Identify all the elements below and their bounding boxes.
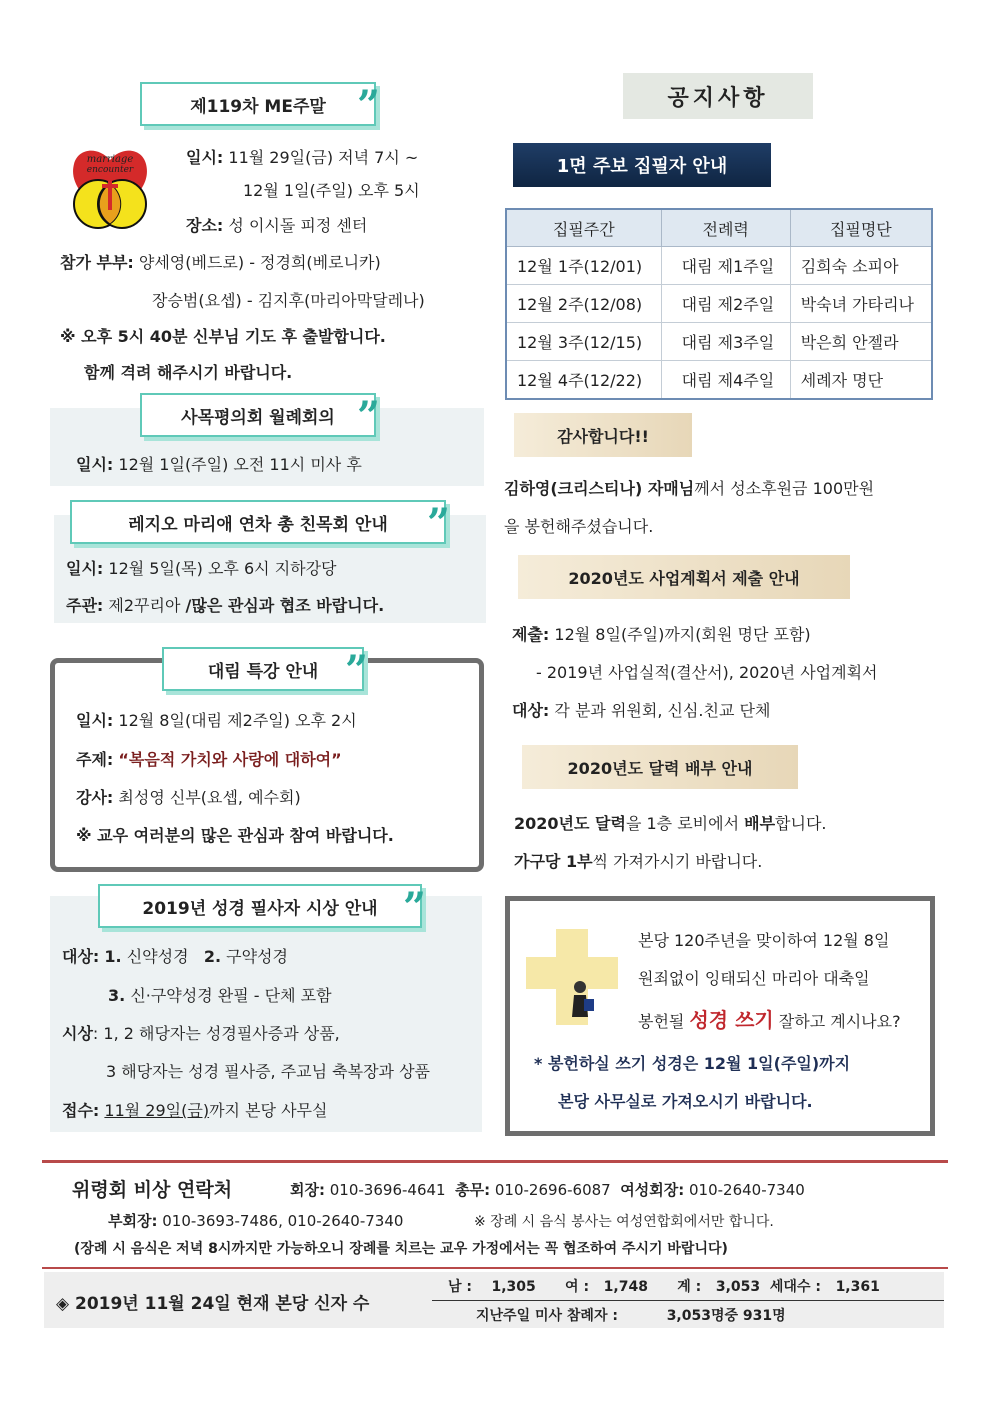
writers-title: 1면 주보 집필자 안내 bbox=[513, 143, 771, 187]
calendar-line-1: 2020년도 달력을 1층 로비에서 배부합니다. bbox=[514, 814, 827, 833]
notice-title: 공지사항 bbox=[623, 73, 813, 119]
stats-counts: 남 : 1,305 여 : 1,748 계 : 3,053 세대수 : 1,361 bbox=[448, 1279, 880, 1295]
legio-date: 일시: 12월 5일(목) 오후 6시 지하강당 bbox=[66, 559, 337, 578]
column-header: 집필주간 bbox=[506, 209, 661, 247]
stats-rule bbox=[42, 1267, 948, 1269]
me-couple-1: 참가 부부: 양세영(베드로) - 정경희(베로니카) bbox=[60, 253, 381, 272]
plan-title: 2020년도 사업계획서 제출 안내 bbox=[518, 555, 850, 599]
table-row: 12월 4주(12/22) 대림 제4주일 세례자 명단 bbox=[506, 361, 932, 400]
svg-text:marriage: marriage bbox=[86, 154, 134, 165]
table-row: 12월 3주(12/15) 대림 제3주일 박은희 안젤라 bbox=[506, 323, 932, 361]
contacts-bottom-note: (장례 시 음식은 저녁 8시까지만 가능하오니 장례를 치르는 교우 가정에서는 꼭 협조하여 주시기 바랍니다) bbox=[74, 1241, 728, 1257]
quote-icon: ” bbox=[356, 393, 380, 440]
bible-panel bbox=[50, 896, 482, 1132]
column-header: 집필명단 bbox=[790, 209, 932, 247]
plan-target: 대상: 각 분과 위원회, 신심.친교 단체 bbox=[512, 701, 771, 720]
stats-title: ◈ 2019년 11월 24일 현재 본당 신자 수 bbox=[56, 1294, 370, 1314]
legio-host: 주관: 제2꾸리아 /많은 관심과 협조 바랍니다. bbox=[66, 596, 385, 615]
table-header-row bbox=[506, 209, 932, 247]
me-note-2: 함께 격려 해주시기 바랍니다. bbox=[84, 363, 293, 382]
advent-date: 일시: 12월 8일(대림 제2주일) 오후 2시 bbox=[76, 711, 357, 730]
bible-target: 대상: 1. 신약성경 2. 구약성경 bbox=[62, 947, 288, 966]
anniv-note-2: 본당 사무실로 가져오시기 바랍니다. bbox=[558, 1092, 813, 1111]
svg-text:encounter: encounter bbox=[86, 165, 134, 175]
me-note-1: ※ 오후 5시 40분 신부님 기도 후 출발합니다. bbox=[60, 327, 386, 346]
bible-target-3: 3. 신·구약성경 완필 - 단체 포함 bbox=[108, 986, 332, 1005]
contacts-food-note: ※ 장례 시 음식 봉사는 여성연합회에서만 합니다. bbox=[474, 1214, 774, 1230]
legio-title: 레지오 마리애 연차 총 친목회 안내 ” bbox=[70, 500, 446, 544]
contacts-title: 위령회 비상 연락처 bbox=[72, 1179, 233, 1201]
stats-mass: 지난주일 미사 참례자 : 3,053명중 931명 bbox=[476, 1308, 786, 1324]
bible-award-2: 3 해당자는 성경 필사증, 주교님 축복장과 상품 bbox=[106, 1062, 430, 1081]
table-row: 12월 2주(12/08) 대림 제2주일 박숙녀 가타리나 bbox=[506, 285, 932, 323]
me-date: 일시: 11월 29일(금) 저녁 7시 ~ bbox=[186, 148, 419, 167]
anniv-line-3: 봉헌될 성경 쓰기 잘하고 계시나요? bbox=[638, 1008, 901, 1032]
plan-submit: 제출: 12월 8일(주일)까지(회원 명단 포함) bbox=[512, 625, 811, 644]
column-header: 전례력 bbox=[661, 209, 790, 247]
footer-rule bbox=[42, 1160, 948, 1163]
council-title: 사목평의회 월례회의 ” bbox=[140, 393, 376, 437]
council-date: 일시: 12월 1일(주일) 오전 11시 미사 후 bbox=[76, 455, 362, 474]
me-place: 장소: 성 이시돌 피정 센터 bbox=[186, 216, 368, 235]
me-date-2: 12월 1일(주일) 오후 5시 bbox=[243, 181, 420, 200]
quote-icon: ” bbox=[402, 884, 426, 931]
thanks-text-2: 을 봉헌해주셨습니다. bbox=[504, 517, 654, 536]
me-couple-2: 장승범(요셉) - 김지후(마리아막달레나) bbox=[152, 291, 425, 310]
contacts-main: 회장: 010-3696-4641 총무: 010-2696-6087 여성회장: 010-2640-7340 bbox=[290, 1181, 805, 1199]
advent-topic: 주제: “복음적 가치와 사랑에 대하여” bbox=[76, 750, 342, 769]
quote-icon: ” bbox=[344, 647, 368, 694]
bible-receipt: 접수: 11월 29일(금)까지 본당 사무실 bbox=[62, 1101, 328, 1120]
thanks-text-1: 김하영(크리스티나) 자매님께서 성소후원금 100만원 bbox=[504, 479, 875, 498]
plan-detail: - 2019년 사업실적(결산서), 2020년 사업계획서 bbox=[536, 663, 878, 682]
advent-title: 대림 특강 안내 ” bbox=[162, 647, 364, 691]
quote-icon: ” bbox=[356, 82, 380, 129]
writers-table bbox=[505, 208, 933, 400]
calendar-line-2: 가구당 1부씩 가져가시기 바랍니다. bbox=[514, 852, 763, 871]
advent-note: ※ 교우 여러분의 많은 관심과 참여 바랍니다. bbox=[76, 826, 394, 845]
me-title: 제119차 ME주말 ” bbox=[140, 82, 376, 126]
bible-title: 2019년 성경 필사자 시상 안내 ” bbox=[98, 884, 422, 928]
advent-speaker: 강사: 최성영 신부(요셉, 예수회) bbox=[76, 788, 301, 807]
thanks-title: 감사합니다!! bbox=[514, 413, 692, 457]
anniv-line-1: 본당 120주년을 맞이하여 12월 8일 bbox=[638, 931, 890, 950]
quote-icon: ” bbox=[426, 500, 450, 547]
bible-award-1: 시상: 1, 2 해당자는 성경필사증과 상품, bbox=[62, 1024, 340, 1043]
contacts-vice: 부회장: 010-3693-7486, 010-2640-7340 bbox=[108, 1212, 404, 1230]
cross-icon bbox=[522, 925, 622, 1029]
anniv-line-2: 원죄없이 잉태되신 마리아 대축일 bbox=[638, 969, 870, 988]
calendar-title: 2020년도 달력 배부 안내 bbox=[522, 745, 798, 789]
table-row: 12월 1주(12/01) 대림 제1주일 김희숙 소피아 bbox=[506, 247, 932, 285]
stats-divider bbox=[432, 1300, 944, 1301]
anniv-note-1: * 봉헌하실 쓰기 성경은 12월 1일(주일)까지 bbox=[534, 1054, 851, 1073]
marriage-encounter-logo bbox=[68, 140, 152, 236]
